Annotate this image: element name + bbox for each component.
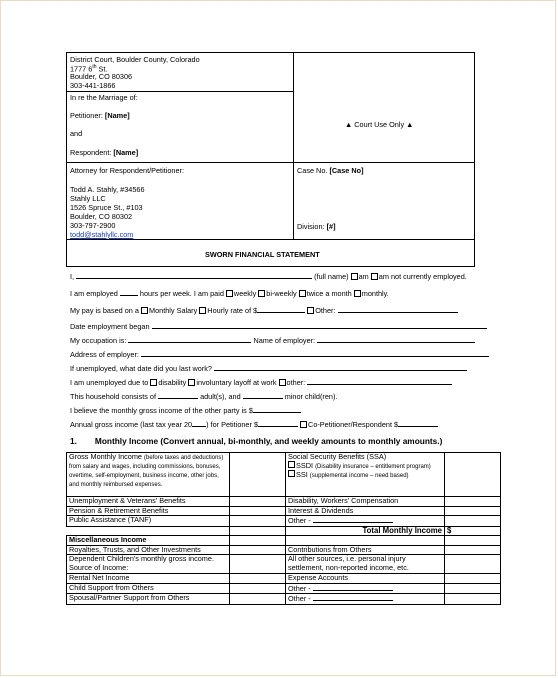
firm-name: Stahly LLC (70, 194, 106, 203)
other-amount-2[interactable] (445, 583, 501, 594)
ssi-checkbox[interactable] (288, 470, 295, 477)
date-began-blank[interactable] (152, 320, 487, 329)
attorney-label: Attorney for Respondent/Petitioner: (70, 166, 184, 175)
and-label: and (70, 129, 83, 138)
employer-address-blank[interactable] (141, 348, 489, 357)
other-blank-2[interactable] (313, 584, 393, 591)
other-blank-3[interactable] (313, 594, 393, 601)
other-party-income-blank[interactable] (253, 404, 301, 413)
weekly-checkbox[interactable] (226, 290, 233, 297)
occupation-blank[interactable] (128, 334, 251, 343)
empty-cell (230, 536, 286, 546)
form-line-date: Date employment began (70, 320, 487, 331)
total-income-label: Total Monthly Income (286, 526, 445, 536)
caption-hline-1 (66, 91, 293, 92)
empty-cell (230, 526, 286, 536)
total-income-amount[interactable]: $ (445, 526, 501, 536)
public-assistance-amount[interactable] (230, 516, 286, 527)
rental-income-amount[interactable] (230, 574, 286, 584)
form-line-employed: I am employed hours per week. I am paid weekly bi-weekly twice a month monthly. (70, 289, 389, 298)
not-employed-checkbox[interactable] (371, 273, 378, 280)
caption-hline-3 (66, 239, 475, 240)
monthly-checkbox[interactable] (354, 290, 361, 297)
table-row (67, 516, 501, 527)
income-table (66, 452, 501, 605)
form-line-address: Address of employer: (70, 348, 489, 359)
form-line-lastwork: If unemployed, what date did you last work? (70, 362, 467, 373)
petitioner-line: Petitioner: [Name] (70, 111, 130, 120)
other-pay-checkbox[interactable] (307, 307, 314, 314)
table-row (67, 555, 501, 574)
table-row (67, 536, 501, 546)
form-line-other-income: I believe the monthly gross income of the other party is $ (70, 404, 301, 415)
other-amount-3[interactable] (445, 594, 501, 605)
public-assistance-cell: Public Assistance (TANF) (67, 516, 230, 527)
tax-year-blank[interactable] (192, 418, 206, 427)
document-title: SWORN FINANCIAL STATEMENT (205, 250, 320, 259)
interest-cell: Interest & Dividends (286, 506, 445, 516)
division: Division: [#] (297, 222, 336, 231)
other-pay-blank[interactable] (338, 304, 458, 313)
form-line-name: I, (full name) am am not currently employed. (70, 272, 467, 281)
email-link[interactable]: todd@stahlyllc.com (70, 230, 134, 239)
table-row (67, 453, 501, 497)
table-row (67, 583, 501, 594)
empty-cell (445, 536, 501, 546)
interest-amount[interactable] (445, 506, 501, 516)
contributions-amount[interactable] (445, 545, 501, 555)
form-line-pay: My pay is based on a Monthly Salary Hourly rate of $ Other: (70, 304, 458, 315)
disability-cell: Disability, Workers' Compensation (286, 497, 445, 507)
salary-checkbox[interactable] (141, 307, 148, 314)
respondent-line: Respondent: [Name] (70, 148, 139, 157)
address-line-1: 1526 Spruce St., #103 (70, 203, 143, 212)
hours-blank[interactable] (120, 287, 138, 296)
layoff-checkbox[interactable] (188, 379, 195, 386)
pension-cell: Pension & Retirement Benefits (67, 506, 230, 516)
biweekly-checkbox[interactable] (258, 290, 265, 297)
case-no: Case No. [Case No] (297, 166, 364, 175)
caption-hline-2 (66, 162, 475, 163)
ssdi-checkbox[interactable] (288, 461, 295, 468)
gross-income-amount[interactable] (230, 453, 286, 497)
form-line-unemployed: I am unemployed due to disability involuntary layoff at work other: (70, 376, 452, 387)
petitioner-income-blank[interactable] (258, 418, 298, 427)
unemployment-amount[interactable] (230, 497, 286, 507)
table-row (67, 574, 501, 584)
ssa-cell: Social Security Benefits (SSA) SSDI (Disability insurance – entitlement program) SSI (supplemental income – need based) (286, 453, 445, 497)
caption-divider (293, 52, 294, 239)
other-cell-3: Other - (286, 594, 445, 605)
rental-income-cell: Rental Net Income (67, 574, 230, 584)
child-support-cell: Child Support from Others (67, 583, 230, 594)
adults-blank[interactable] (158, 390, 198, 399)
other-amount-1[interactable] (445, 516, 501, 527)
ssa-amount[interactable] (445, 453, 501, 497)
court-line-4: 303-441-1866 (70, 81, 116, 90)
royalties-cell: Royalties, Trusts, and Other Investments (67, 545, 230, 555)
employed-checkbox[interactable] (351, 273, 358, 280)
table-row (67, 497, 501, 507)
attorney-name: Todd A. Stahly, #34566 (70, 185, 145, 194)
all-other-sources-amount[interactable] (445, 555, 501, 574)
hourly-rate-blank[interactable] (257, 304, 305, 313)
copetitioner-checkbox[interactable] (300, 421, 307, 428)
respondent-income-blank[interactable] (398, 418, 438, 427)
spousal-support-cell: Spousal/Partner Support from Others (67, 594, 230, 605)
expense-accounts-cell: Expense Accounts (286, 574, 445, 584)
section-heading: 1. Monthly Income (Convert annual, bi-monthly, and weekly amounts to monthly amounts.) (70, 436, 443, 446)
last-work-blank[interactable] (214, 362, 467, 371)
hourly-checkbox[interactable] (199, 307, 206, 314)
disability-amount[interactable] (445, 497, 501, 507)
misc-income-heading: Miscellaneous Income (67, 536, 230, 546)
court-line-3: Boulder, CO 80306 (70, 72, 133, 81)
child-support-amount[interactable] (230, 583, 286, 594)
court-line-2: 1777 6th St. (70, 64, 108, 74)
other-reason-blank[interactable] (307, 376, 452, 385)
dependent-income-cell: Dependent Children's monthly gross income. Source of Income: (67, 555, 230, 574)
marriage-label: In re the Marriage of: (70, 93, 138, 102)
form-line-occupation: My occupation is: Name of employer: (70, 334, 475, 345)
disability-checkbox[interactable] (150, 379, 157, 386)
employer-blank[interactable] (317, 334, 475, 343)
full-name-blank[interactable] (76, 270, 312, 279)
minors-blank[interactable] (243, 390, 283, 399)
other-cell-2: Other - (286, 583, 445, 594)
all-other-sources-cell: All other sources, i.e. personal injury settlement, non-reported income, etc. (286, 555, 445, 574)
royalties-amount[interactable] (230, 545, 286, 555)
spousal-support-amount[interactable] (230, 594, 286, 605)
twice-month-checkbox[interactable] (299, 290, 306, 297)
unemployment-cell: Unemployment & Veterans' Benefits (67, 497, 230, 507)
other-reason-checkbox[interactable] (279, 379, 286, 386)
contributions-cell: Contributions from Others (286, 545, 445, 555)
empty-cell (286, 536, 445, 546)
expense-accounts-amount[interactable] (445, 574, 501, 584)
other-cell-1: Other - (286, 516, 445, 527)
address-line-2: Boulder, CO 80302 (70, 212, 133, 221)
court-use-only: ▲ Court Use Only ▲ (345, 120, 414, 129)
dependent-income-amount[interactable] (230, 555, 286, 574)
form-line-household: This household consists of adult(s), and minor child(ren). (70, 392, 338, 401)
gross-income-cell: Gross Monthly Income (before taxes and deductions) from salary and wages, including commissions, bonuses, overtime, self-employment, business income, other jobs, and monthly reimbursed expenses. (67, 453, 230, 497)
court-line-1: District Court, Boulder County, Colorado (70, 55, 200, 64)
table-row (67, 594, 501, 605)
form-line-annual: Annual gross income (last tax year 20 ) for Petitioner $ Co-Petitioner/Respondent $ (70, 418, 438, 429)
other-blank-1[interactable] (313, 516, 393, 523)
phone: 303-797-2900 (70, 221, 116, 230)
pension-amount[interactable] (230, 506, 286, 516)
